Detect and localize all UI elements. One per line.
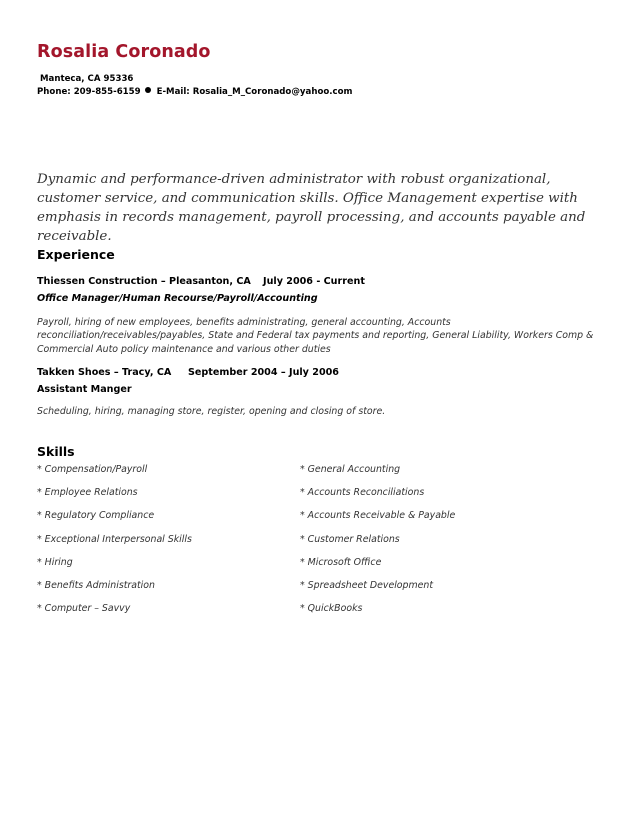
phone: Phone: 209-855-6159 [37, 87, 141, 97]
skill-item: * Compensation/Payroll [37, 464, 148, 475]
skill-item: * Hiring [37, 556, 73, 568]
skill-item: * Spreadsheet Development [300, 579, 434, 591]
experience-heading: Experience [37, 247, 115, 262]
skill-item: * Employee Relations [37, 487, 138, 499]
skills-heading: Skills [37, 444, 75, 459]
skills-list [37, 464, 597, 626]
job-dates: July 2006 - Current [263, 276, 365, 287]
skill-row [37, 510, 597, 533]
job-role: Assistant Manger [37, 384, 132, 395]
skill-item: * Customer Relations [300, 533, 400, 545]
summary-statement: Dynamic and performance-driven administrator with robust organizational, customer service, and communication skills. Office Management expertise with emphasis in records management, payroll processing, and accounts payable and receivable. [37, 172, 586, 244]
skill-item: * QuickBooks [300, 603, 363, 615]
job-header [37, 276, 365, 287]
skill-row [37, 580, 597, 603]
skill-row [37, 464, 597, 487]
employer: Thiessen Construction – Pleasanton, CA [37, 276, 251, 287]
applicant-name: Rosalia Coronado [37, 42, 211, 62]
bullet-icon [145, 87, 151, 93]
skill-item: * Accounts Reconciliations [300, 487, 425, 499]
job-header [37, 367, 339, 378]
email: E-Mail: Rosalia_M_Coronado@yahoo.com [156, 87, 353, 97]
skill-row [37, 603, 597, 626]
employer: Takken Shoes – Tracy, CA [37, 367, 172, 378]
skill-row [37, 487, 597, 510]
skill-item: * General Accounting [300, 464, 401, 475]
skill-item: * Computer – Savvy [37, 603, 131, 615]
address: Manteca, CA 95336 [40, 74, 134, 84]
skill-item: * Benefits Administration [37, 579, 155, 591]
job-role: Office Manager/Human Recourse/Payroll/Accounting [37, 293, 318, 304]
skill-item: * Microsoft Office [300, 556, 382, 568]
skill-item: * Accounts Receivable & Payable [300, 510, 456, 522]
skill-item: * Regulatory Compliance [37, 510, 155, 522]
job-description: Payroll, hiring of new employees, benefits administrating, general accounting, Accounts reconciliation/receivables/payables, State and Federal tax payments and reporting, General Liability, Workers Comp & Commercial Auto policy maintenance and various other duties [37, 317, 594, 355]
skill-row [37, 534, 597, 557]
job-description: Scheduling, hiring, managing store, register, opening and closing of store. [37, 406, 386, 417]
contact-line [37, 87, 352, 97]
skill-row [37, 557, 597, 580]
job-dates: September 2004 – July 2006 [188, 367, 339, 378]
skill-item: * Exceptional Interpersonal Skills [37, 533, 192, 545]
